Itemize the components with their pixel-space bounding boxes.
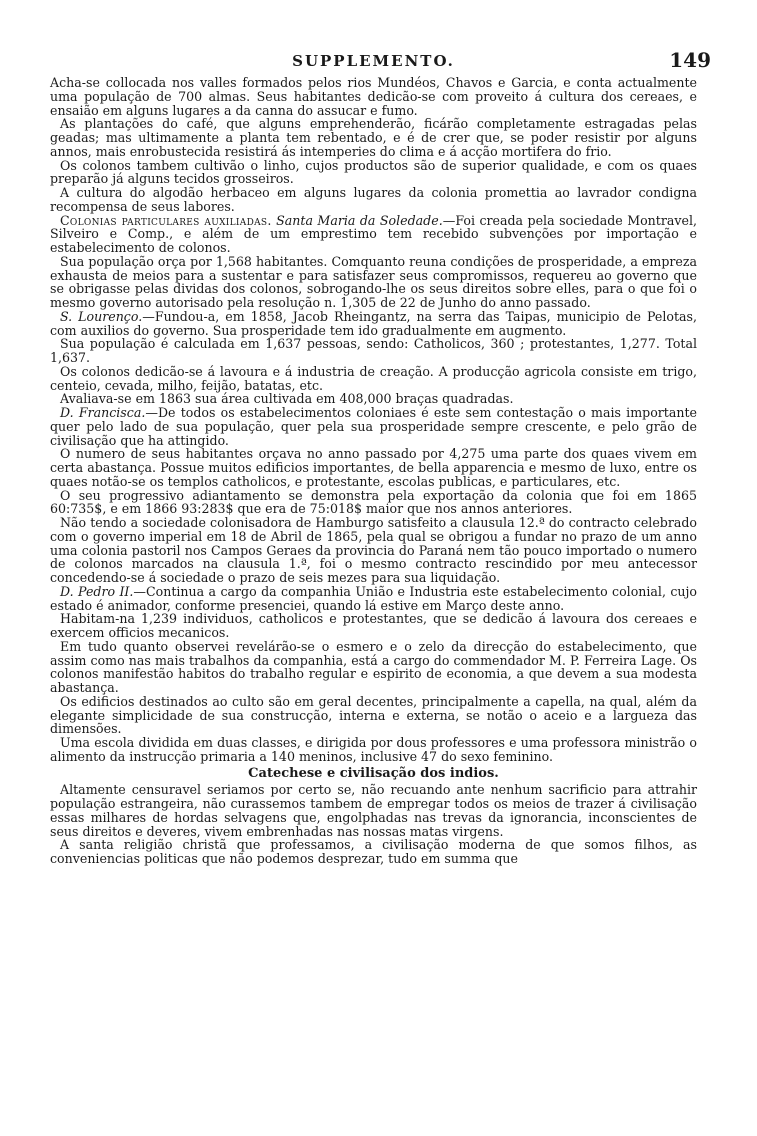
paragraph (50, 736, 697, 764)
colony-name: S. Lourenço. (60, 308, 143, 324)
paragraph (50, 640, 697, 695)
paragraph (50, 612, 697, 640)
paragraph (50, 447, 697, 488)
paragraph (50, 255, 697, 310)
paragraph (50, 406, 697, 447)
paragraph-lead: Colonias particulares auxiliadas. (60, 212, 272, 228)
paragraph-text: A santa religião christã que professamos, a civilisação moderna de que somos filhos, as conveniencias politicas que não podemos desprezar, tudo em summa que (50, 837, 697, 866)
paragraph-text: Os colonos dedicão-se á lavoura e á industria de creação. A producção agricola consiste em trigo, centeio, cevada, milho, feijão, batatas, etc. (50, 363, 697, 393)
paragraph-text: —Foi creada pela sociedade Montravel, Silveiro e Comp., e além de um emprestimo tem recebido subvenções por importação e estabelecimento de colonos. (50, 212, 697, 255)
paragraph (50, 310, 697, 338)
paragraph (50, 392, 697, 406)
page-number: 149 (669, 48, 711, 72)
paragraph-text: O seu progressivo adiantamento se demonstra pela exportação da colonia que foi em 1865 60:735$, e em 1866 93:283$ que era de 75:018$ maior que nos annos anteriores. (50, 487, 697, 517)
colony-name: Santa Maria da Soledade. (276, 212, 443, 228)
paragraph-text: Uma escola dividida em duas classes, e dirigida por dous professores e uma professora ministrão o alimento da instrucção primaria a 140 meninos, inclusive 47 do sexo feminino. (50, 735, 697, 764)
paragraph (50, 76, 697, 117)
paragraph-text: O numero de seus habitantes orçava no anno passado por 4,275 uma parte dos quaes vivem em certa abastança. Possue muitos edificios importantes, de bella apparencia e mesmo de luxo, entre os quaes notão-se os templos catholicos, e protestante, escolas publicas, e particulares, etc. (50, 446, 697, 489)
paragraph-text: Habitam-na 1,239 individuos, catholicos e protestantes, que se dedicão á lavoura dos cereaes e exercem officios mecanicos. (50, 611, 697, 640)
paragraph (50, 838, 697, 866)
colony-name: D. Francisca. (60, 405, 146, 420)
paragraph-text: Acha-se collocada nos valles formados pelos rios Mundéos, Chavos e Garcia, e conta actualmente uma população de 700 almas. Seus habitantes dedicão-se com proveito á cultura dos cereaes, e ensaião em alguns lugares a da canna do assucar e fumo. (50, 75, 697, 118)
paragraph-text: Os edificios destinados ao culto são em geral decentes, principalmente a capella, na qual, além da elegante simplicidade de sua construcção, interna e externa, se notão o aceio e a largueza das dimensões. (50, 693, 697, 737)
paragraph (50, 695, 697, 736)
paragraph-text: —De todos os estabelecimentos coloniaes é este sem contestação o mais importante quer pelo lado de sua população, quer pela sua prosperidade sempre crescente, e pelo grão de civilisação que ha attingido. (50, 405, 698, 448)
paragraph-text: Avaliava-se em 1863 sua área cultivada em 408,000 braças quadradas. (60, 391, 514, 407)
paragraph (50, 214, 697, 255)
paragraph (50, 516, 697, 585)
paragraph-text: Sua população é calculada em 1,637 pessoas, sendo: Catholicos, 360 ; protestantes, 1,277. Total 1,637. (50, 336, 697, 365)
paragraph-text: As plantações do café, que alguns emprehenderão, ficárão completamente estragadas pelas geadas; mas ultimamente a planta tem rebentado, e é de crer que, se poder resistir por alguns annos, mais enrobustecida resistirá ás intemperies do clima e á acção mortifera do frio. (50, 116, 697, 159)
paragraph-text: Altamente censuravel seriamos por certo se, não recuando ante nenhum sacrificio para attrahir população estrangeira, não curassemos tambem de empregar todos os meios de trazer á civilisação essas milhares de hordas selvagens que, engolphadas nas trevas da ignorancia, inconscientes de seus direitos e deveres, vivem embrenhadas nas nossas matas virgens. (50, 782, 697, 839)
paragraph-text: —Fundou-a, em 1858, Jacob Rheingantz, na serra das Taipas, municipio de Pelotas, com auxilios do governo. Sua prosperidade tem ido gradualmente em augmento. (50, 308, 698, 338)
paragraph (50, 117, 697, 158)
paragraph (50, 585, 697, 613)
paragraph-text: A cultura do algodão herbaceo em alguns lugares da colonia promettia ao lavrador condigna recompensa de seus labores. (50, 185, 697, 214)
paragraph (50, 365, 697, 393)
paragraph-text: Em tudo quanto observei revelárão-se o esmero e o zelo da direcção do estabelecimento, que assim como nas mais trabalhos da companhia, está a cargo do commendador M. P. Ferreira Lage. Os colonos manifestão habitos do trabalho regular e espirito de economia, a que devem a sua modesta abastança. (50, 638, 697, 695)
paragraph (50, 186, 697, 214)
running-title: SUPPLEMENTO. (292, 52, 455, 70)
paragraph-text: Os colonos tambem cultivão o linho, cujos productos são de superior qualidade, e com os quaes preparão já alguns tecidos grosseiros. (50, 157, 697, 187)
paragraph (50, 783, 697, 838)
paragraph-text: Não tendo a sociedade colonisadora de Hamburgo satisfeito a clausula 12.ª do contracto celebrado com o governo imperial em 18 de Abril de 1865, pela qual se obrigou a fundar no prazo de um anno uma colonia pastoril nos Campos Geraes da provincia do Paraná nem tão pouco importado o numero de colonos marcados na clausula 1.ª, foi o mesmo contracto rescindido por meu antecessor concedendo-se á sociedade o prazo de seis mezes para sua liquidação. (50, 515, 697, 585)
paragraph-text: —Continua a cargo da companhia União e Industria este estabelecimento colonial, cujo estado é animador, conforme presenciei, quando lá estive em Março deste anno. (50, 583, 697, 613)
paragraph-text: Sua população orça por 1,568 habitantes. Comquanto reuna condições de prosperidade, a empreza exhausta de meios para a sustentar e para satisfazer seus compromissos, requereu ao governo que se obrigasse pelas dividas dos colonos, sobrogando-lhe os seus direitos sobre elles, para o que foi o mesmo governo autorisado pela resolução n. 1,305 de 22 de Junho do anno passado. (50, 253, 697, 310)
paragraph (50, 337, 697, 365)
paragraph (50, 489, 697, 517)
body-text (50, 76, 697, 866)
colony-name: D. Pedro II. (60, 583, 134, 599)
page-header (50, 48, 711, 76)
paragraph (50, 159, 697, 187)
section-heading: Catechese e civilisação dos indios. (248, 765, 499, 781)
